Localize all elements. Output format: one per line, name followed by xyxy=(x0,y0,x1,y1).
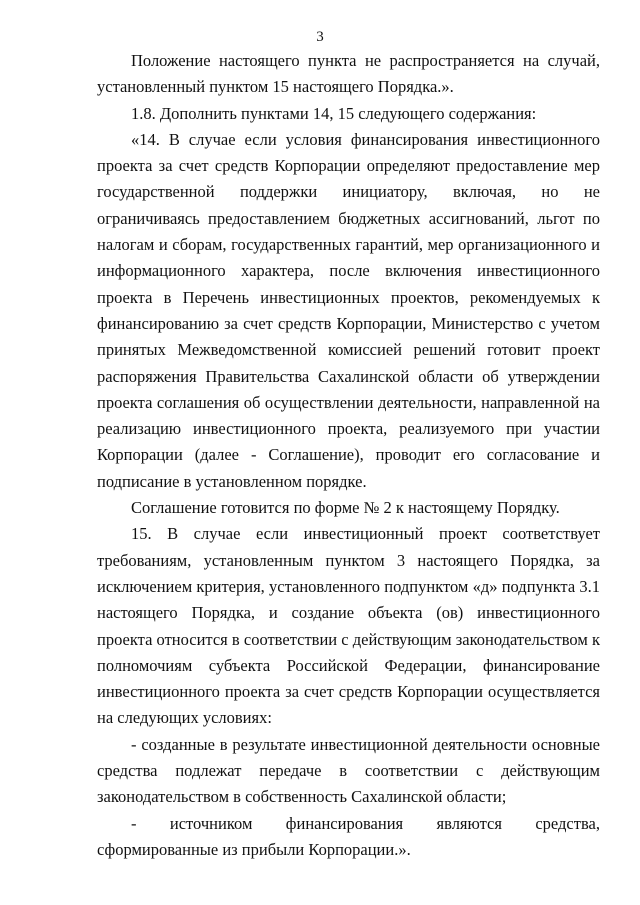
paragraph-clause-note: Положение настоящего пункта не распространяется на случай, установленный пунктом 15 настоящего Порядка.». xyxy=(97,51,600,97)
paragraph-condition-assets: - созданные в результате инвестиционной деятельности основные средства подлежат передаче в соответствии с действующим законодательством в собственность Сахалинской области; xyxy=(97,734,600,807)
paragraph-agreement-form: Соглашение готовится по форме № 2 к настоящему Порядку. xyxy=(131,498,560,518)
paragraph-condition-funding: - источником финансирования являются средства, сформированные из прибыли Корпорации.». xyxy=(97,813,600,859)
paragraph-clause-14: «14. В случае если условия финансирования инвестиционного проекта за счет средств Корпорации определяют предоставление мер государственной поддержки инициатору, включая, но не ограничиваясь предоставлением бюджетных ассигнований, льгот по налогам и сборам, государственных гарантий, мер организационного и информационного характера, после включения инвестиционного проекта в Перечень инвестиционных проектов, рекомендуемых к финансированию за счет средств Корпорации, Министерство с учетом принятых Межведомственной комиссией решений готовит проект распоряжения Правительства Сахалинской области об утверждении проекта соглашения об осуществлении деятельности, направленной на реализацию инвестиционного проекта, реализуемого при участии Корпорации (далее - Соглашение), проводит его согласование и подписание в установленном порядке. xyxy=(97,129,600,491)
page-number: 3 xyxy=(316,29,324,45)
paragraph-amendment-1-8: 1.8. Дополнить пунктами 14, 15 следующего содержания: xyxy=(131,103,537,123)
document-body xyxy=(97,48,600,863)
paragraph-clause-15: 15. В случае если инвестиционный проект соответствует требованиям, установленным пунктом 3 настоящего Порядка, за исключением критерия, установленного подпунктом «д» подпункта 3.1 настоящего Порядка, и создание объекта (ов) инвестиционного проекта относится в соответствии с действующим законодательством к полномочиям субъекта Российской Федерации, финансирование инвестиционного проекта за счет средств Корпорации осуществляется на следующих условиях: xyxy=(97,524,600,728)
